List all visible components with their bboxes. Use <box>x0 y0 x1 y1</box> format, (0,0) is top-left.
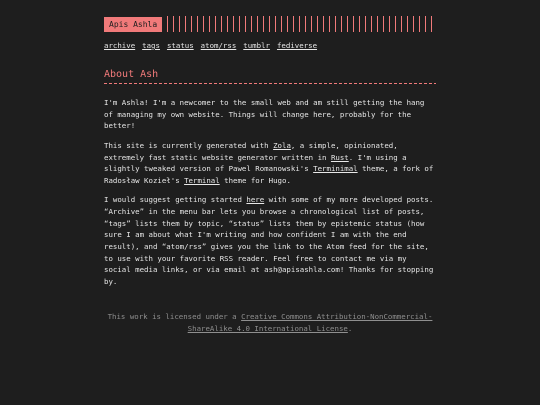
paragraph-intro: I'm Ashla! I'm a newcomer to the small web and am still getting the hang of managing my own website. Things will change here, probably for the better! <box>104 98 425 131</box>
link-terminal[interactable]: Terminal <box>184 175 220 185</box>
main-content <box>104 68 436 287</box>
link-zola[interactable]: Zola <box>273 140 291 150</box>
text-segment: with some of my more developed posts. “Archive” in the menu bar lets you browse a chronological list of posts, “tags” lists them by topic, “status” lists them by epistemic status (how sure I am about what I'm writing and how confident I am with the end result), and “atom/rss” gives you the link to the Atom feed for the site, to use with your favorite RSS reader. Feel free to contact me via my social media links, or via email at ash@apisashla.com! Thanks for stopping by. <box>104 195 434 286</box>
page-title: About Ash <box>104 69 159 80</box>
text-segment: . I'm using a slightly tweaked version of Pawel Romanowski's <box>104 152 407 174</box>
footer-text-end: . <box>347 324 353 334</box>
nav-tumblr[interactable]: tumblr <box>243 41 270 50</box>
nav-atom-rss[interactable]: atom/rss <box>200 41 237 50</box>
site-header <box>104 16 436 52</box>
link-terminimal[interactable]: Terminimal <box>313 164 358 174</box>
nav-archive[interactable]: archive <box>104 41 136 50</box>
page-container <box>104 16 436 335</box>
link-here[interactable]: here <box>246 195 265 205</box>
nav-tags[interactable]: tags <box>142 41 160 50</box>
text-segment: , a simple, opinionated, extremely fast static website generator written in <box>104 140 398 162</box>
title-divider <box>104 83 436 84</box>
header-row <box>104 16 436 32</box>
text-segment: theme, a fork of Radosław Kozieł's <box>104 164 434 185</box>
post-body <box>104 97 436 287</box>
main-nav <box>104 40 436 52</box>
text-segment: I would suggest getting started <box>104 195 247 205</box>
license-link[interactable]: Creative Commons Attribution-NonCommercial-ShareAlike 4.0 International License <box>187 312 433 334</box>
paragraph-site-info <box>104 140 436 187</box>
link-rust[interactable]: Rust <box>330 152 349 162</box>
site-logo[interactable]: Apis Ashla <box>104 17 162 32</box>
nav-fediverse[interactable]: fediverse <box>276 41 318 50</box>
footer-text: This work is licensed under a <box>107 312 242 322</box>
site-footer <box>104 311 436 335</box>
paragraph-getting-started <box>104 194 436 287</box>
text-segment: This site is currently generated with <box>104 140 274 150</box>
header-decoration <box>167 16 436 32</box>
text-segment: theme for Hugo. <box>219 175 291 185</box>
nav-status[interactable]: status <box>166 41 194 50</box>
